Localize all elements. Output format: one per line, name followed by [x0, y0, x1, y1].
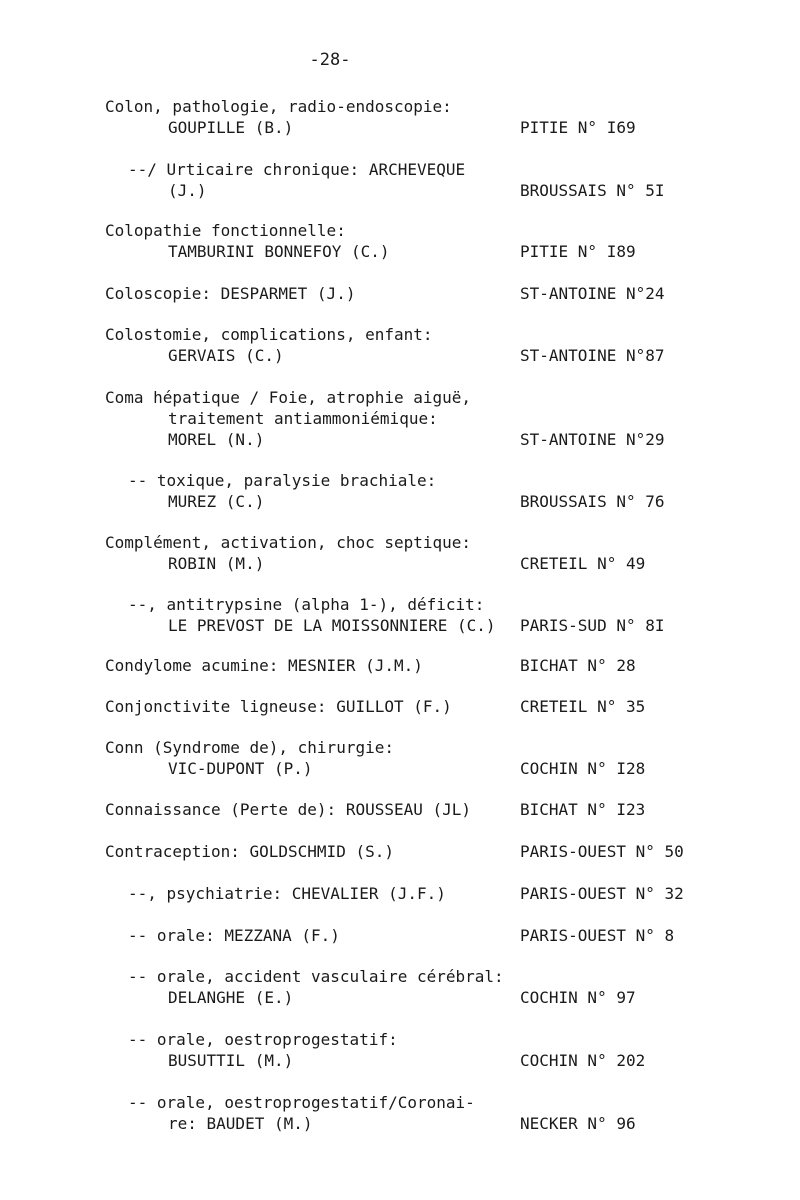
entry-author: (J.): [168, 181, 207, 200]
entry-subject: Colostomie, complications, enfant:: [105, 325, 433, 344]
entry-location: BROUSSAIS N° 5I: [520, 181, 665, 200]
entry-subject: Complément, activation, choc septique:: [105, 533, 472, 552]
entry-author: LE PREVOST DE LA MOISSONNIERE (C.): [168, 616, 496, 635]
entry-location: PITIE N° I69: [520, 118, 636, 137]
entry-subject: Conjonctivite ligneuse: GUILLOT (F.): [105, 697, 452, 716]
entry-location: PARIS-OUEST N° 50: [520, 842, 684, 861]
entry-location: PITIE N° I89: [520, 242, 636, 261]
entry-location: COCHIN N° I28: [520, 759, 646, 778]
entry-location: CRETEIL N° 35: [520, 697, 646, 716]
entry-subject: -- orale: MEZZANA (F.): [128, 926, 340, 945]
entry-subject: --/ Urticaire chronique: ARCHEVEQUE: [128, 160, 466, 179]
entry-author: BUSUTTIL (M.): [168, 1051, 294, 1070]
entry-subject: Condylome acumine: MESNIER (J.M.): [105, 656, 423, 675]
page-number: -28-: [309, 50, 351, 70]
entry-location: COCHIN N° 202: [520, 1051, 646, 1070]
entry-subject: Conn (Syndrome de), chirurgie:: [105, 738, 394, 757]
entry-location: CRETEIL N° 49: [520, 554, 646, 573]
entry-location: PARIS-OUEST N° 32: [520, 884, 684, 903]
entry-author: TAMBURINI BONNEFOY (C.): [168, 242, 390, 261]
entry-subject: Colopathie fonctionnelle:: [105, 221, 346, 240]
entry-location: ST-ANTOINE N°87: [520, 346, 665, 365]
entry-location: COCHIN N° 97: [520, 988, 636, 1007]
entry-subject: -- orale, accident vasculaire cérébral:: [128, 967, 504, 986]
entry-subject: Coma hépatique / Foie, atrophie aiguë,: [105, 388, 472, 407]
entry-author: ROBIN (M.): [168, 554, 265, 573]
entry-author: MUREZ (C.): [168, 492, 265, 511]
entry-subject: -- orale, oestroprogestatif/Coronai-: [128, 1093, 475, 1112]
entry-subject: --, antitrypsine (alpha 1-), déficit:: [128, 595, 485, 614]
entry-subject: Contraception: GOLDSCHMID (S.): [105, 842, 394, 861]
entry-location: BICHAT N° 28: [520, 656, 636, 675]
entry-location: NECKER N° 96: [520, 1114, 636, 1133]
entry-author: DELANGHE (E.): [168, 988, 294, 1007]
entry-subject: -- toxique, paralysie brachiale:: [128, 471, 437, 490]
entry-author: GERVAIS (C.): [168, 346, 284, 365]
entry-subject: Coloscopie: DESPARMET (J.): [105, 284, 356, 303]
entry-location: ST-ANTOINE N°29: [520, 430, 665, 449]
entry-location: BICHAT N° I23: [520, 800, 646, 819]
entry-location: PARIS-OUEST N° 8: [520, 926, 675, 945]
entry-author: MOREL (N.): [168, 430, 265, 449]
entry-subject: Colon, pathologie, radio-endoscopie:: [105, 97, 452, 116]
entry-location: BROUSSAIS N° 76: [520, 492, 665, 511]
entry-subject-continued: traitement antiammoniémique:: [168, 409, 438, 428]
entry-subject: Connaissance (Perte de): ROUSSEAU (JL): [105, 800, 472, 819]
entry-author: GOUPILLE (B.): [168, 118, 294, 137]
entry-location: ST-ANTOINE N°24: [520, 284, 665, 303]
entry-subject: -- orale, oestroprogestatif:: [128, 1030, 398, 1049]
entry-location: PARIS-SUD N° 8I: [520, 616, 665, 635]
entry-subject: --, psychiatrie: CHEVALIER (J.F.): [128, 884, 446, 903]
entry-author: VIC-DUPONT (P.): [168, 759, 313, 778]
entry-author: re: BAUDET (M.): [168, 1114, 313, 1133]
